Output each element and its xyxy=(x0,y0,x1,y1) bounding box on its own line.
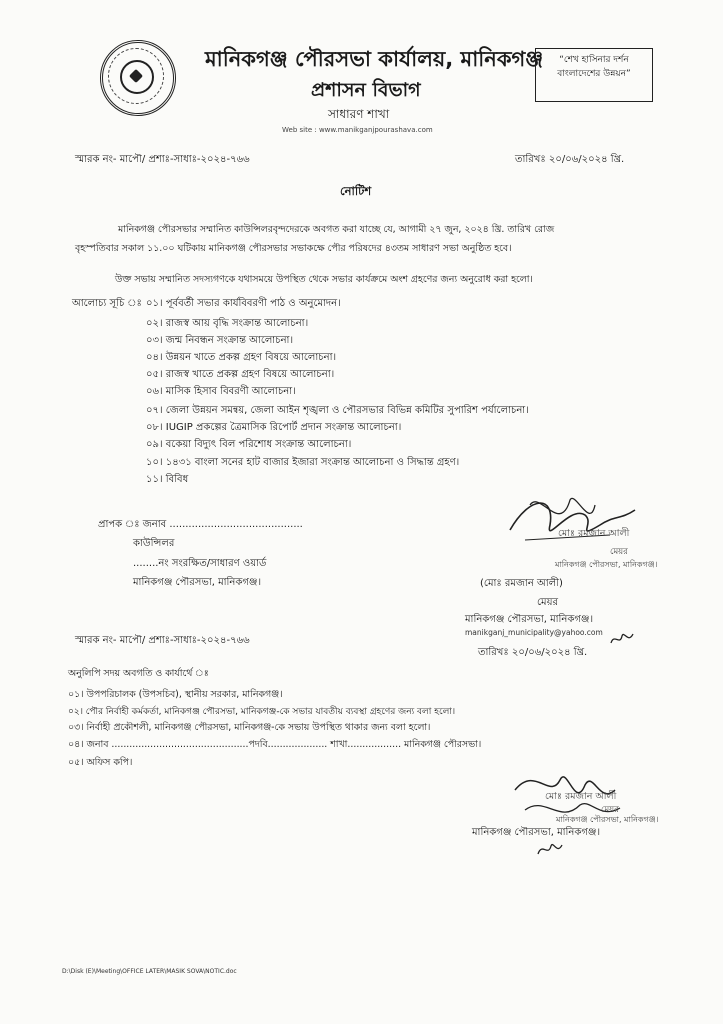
agenda-item: ০৩। জন্ম নিবন্ধন সংক্রান্ত আলোচনা। xyxy=(146,335,294,346)
agenda-label: আলোচ্য সূচি ঃ xyxy=(72,298,142,309)
recipient-line-3: ........নং সংরক্ষিত/সাধারণ ওয়ার্ড xyxy=(133,558,267,569)
signatory-email[interactable]: manikganj_municipality@yahoo.com xyxy=(465,628,603,637)
notice-para2: উক্ত সভায় সম্মানিত সদস্যগণকে যথাসময়ে উপস্থিত থেকে সভার কার্যক্রমে অংশ গ্রহণের জন্য অনুরোধ করা হলো। xyxy=(115,274,533,285)
signatory-name: (মোঃ রমজান আলী) xyxy=(480,578,563,589)
memo-date: তারিখঃ ২০/০৬/২০২৪ খ্রি. xyxy=(515,154,625,165)
stamp-name: মোঃ রমজান আলী xyxy=(558,528,630,539)
agenda-item: ০১। পূর্ববর্তী সভার কার্যবিবরণী পাঠ ও অনুমোদন। xyxy=(146,298,341,309)
signatory-title: মেয়র xyxy=(537,597,559,608)
copy-item: ০৩। নির্বাহী প্রকৌশলী, মানিকগঞ্জ পৌরসভা, মানিকগঞ্জ-কে সভায় উপস্থিত থাকার জন্য বলা হলো। xyxy=(68,722,431,733)
agenda-item: ০২। রাজস্ব আয় বৃদ্ধি সংক্রান্ত আলোচনা। xyxy=(146,318,309,329)
copy-date: তারিখঃ ২০/০৬/২০২৪ খ্রি. xyxy=(478,647,588,658)
recipient-line-4: মানিকগঞ্জ পৌরসভা, মানিকগঞ্জ। xyxy=(133,577,262,588)
notice-para1-line2: বৃহস্পতিবার সকাল ১১.০০ ঘটিকায় মানিকগঞ্জ পৌরসভার সভাকক্ষে পৌর পরিষদের ৪৩তম সাধারণ সভা অনুষ্ঠিত হবে। xyxy=(75,243,512,254)
memo-ref: স্মারক নং- মাপৌ/ প্রশাঃ-সাধাঃ-২০২৪-৭৬৬ xyxy=(75,154,250,165)
office-title: মানিকগঞ্জ পৌরসভা কার্যালয়, মানিকগঞ্জ xyxy=(205,47,544,71)
copy-item: ০২। পৌর নির্বাহী কর্মকর্তা, মানিকগঞ্জ পৌরসভা, মানিকগঞ্জ-কে সভার যাবতীয় ব্যবস্থা গ্রহণের জন্য বলা হলো। xyxy=(68,707,456,717)
website-link[interactable]: Web site : www.manikganjpourashava.com xyxy=(282,126,433,134)
recipient-line-2: কাউন্সিলর xyxy=(133,538,175,549)
notice-para1-line1: মানিকগঞ্জ পৌরসভার সম্মানিত কাউন্সিলরবৃন্দদেরকে অবগত করা যাচ্ছে যে, আগামী ২৭ জুন, ২০২৪ খ্রি. তারিখ রোজ xyxy=(118,224,555,235)
agenda-item: ০৫। রাজস্ব খাতে প্রকল্প গ্রহণ বিষয়ে আলোচনা। xyxy=(146,369,335,380)
stamp-name: মোঃ রমজান আলী xyxy=(545,791,617,802)
slogan-line-2: বাংলাদেশের উন্নয়ন” xyxy=(557,69,631,79)
copy-item: ০৪। জনাব ..............................................পদবি.................... শাখা.................. মানিকগঞ্জ পৌরসভা। xyxy=(68,739,482,750)
agenda-item: ১০। ১৪৩১ বাংলা সনের হাট বাজার ইজারা সংক্রান্ত আলোচনা ও সিদ্ধান্ত গ্রহণ। xyxy=(146,457,460,468)
department-title: প্রশাসন বিভাগ xyxy=(311,79,421,101)
slogan-box xyxy=(535,48,653,102)
stamp-title: মেয়র xyxy=(610,547,628,557)
municipality-seal xyxy=(100,40,176,116)
recipient-line-1: প্রাপক ঃ জনাব .......................................... xyxy=(98,519,303,530)
copy-item: ০৫। অফিস কপি। xyxy=(68,757,133,768)
file-path: D:\Disk (E)\Meeting\OFFICE LATER\MASIK SOVA\NOTIC.doc xyxy=(62,968,237,975)
signatory-office: মানিকগঞ্জ পৌরসভা, মানিকগঞ্জ। xyxy=(472,827,601,838)
initials-mark xyxy=(535,838,565,860)
stamp-title: মেয়র xyxy=(601,805,619,815)
agenda-item: ০৪। উন্নয়ন খাতে প্রকল্প গ্রহণ বিষয়ে আলোচনা। xyxy=(146,352,337,363)
copy-ref: স্মারক নং- মাপৌ/ প্রশাঃ-সাধাঃ-২০২৪-৭৬৬ xyxy=(75,635,250,646)
copy-item: ০১। উপপরিচালক (উপসচিব), স্থানীয় সরকার, মানিকগঞ্জ। xyxy=(68,689,283,700)
slogan-line-1: “শেখ হাসিনার দর্শন xyxy=(559,55,629,65)
signatory-office: মানিকগঞ্জ পৌরসভা, মানিকগঞ্জ। xyxy=(465,614,594,625)
notice-heading: নোটিশ xyxy=(340,184,372,198)
agenda-item: ০৬। মাসিক হিসাব বিবরণী আলোচনা। xyxy=(146,386,296,397)
stamp-office: মানিকগঞ্জ পৌরসভা, মানিকগঞ্জ। xyxy=(556,815,659,824)
agenda-item: ০৯। বকেয়া বিদ্যুৎ বিল পরিশোধ সংক্রান্ত আলোচনা। xyxy=(146,439,352,450)
initials-mark xyxy=(608,628,636,648)
agenda-item: ০৮। IUGIP প্রকল্পের ত্রৈমাসিক রিপোর্ট প্রদান সংক্রান্ত আলোচনা। xyxy=(146,422,402,433)
section-title: সাধারণ শাখা xyxy=(328,107,390,121)
copy-heading: অনুলিপি সদয় অবগতি ও কার্যার্থে ঃ xyxy=(68,668,209,679)
agenda-item: ০৭। জেলা উন্নয়ন সমন্বয়, জেলা আইন শৃঙ্খলা ও পৌরসভার বিভিন্ন কমিটির সুপারিশ পর্যালোচনা। xyxy=(146,405,529,416)
stamp-office: মানিকগঞ্জ পৌরসভা, মানিকগঞ্জ। xyxy=(555,560,658,569)
agenda-item: ১১। বিবিধ xyxy=(146,474,189,485)
